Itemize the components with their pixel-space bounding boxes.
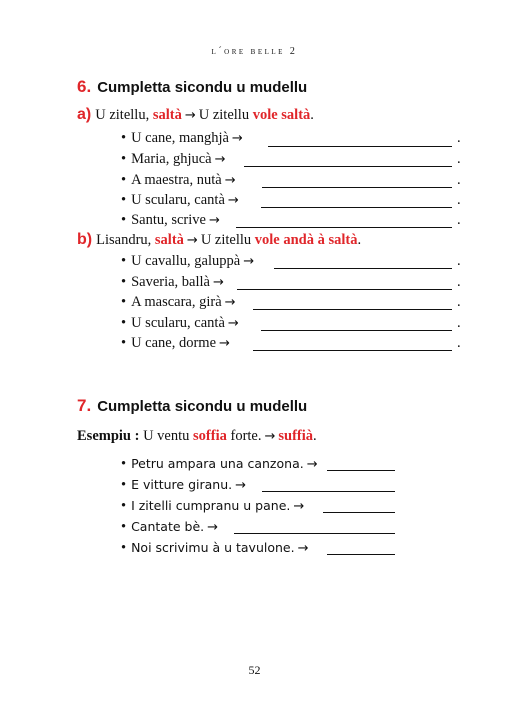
page-number: 52: [248, 663, 261, 677]
exercise-item: [121, 274, 227, 291]
bullet-icon: •: [121, 498, 127, 514]
answer-blank[interactable]: [268, 146, 452, 147]
bullet-icon: •: [121, 315, 127, 331]
arrow-icon: →: [293, 499, 305, 514]
bullet-icon: •: [121, 192, 127, 208]
bullet-icon: •: [121, 212, 127, 228]
exercise-item: [121, 498, 307, 515]
period-mark: .: [457, 315, 461, 331]
model-b-verb: saltà: [154, 232, 184, 248]
arrow-icon: →: [243, 254, 255, 269]
model-a: [77, 106, 314, 124]
exercise-item: [121, 477, 249, 494]
example-label: Esempiu :: [77, 428, 140, 444]
exercise-prompt: U cane, manghjà: [131, 130, 229, 146]
answer-blank[interactable]: [262, 187, 452, 188]
period-mark: .: [457, 274, 461, 290]
model-a-subject: U zitellu,: [95, 107, 150, 123]
exercise-item: [121, 294, 239, 311]
model-b: [77, 231, 361, 249]
exercise-item: [121, 151, 229, 168]
exercise-item: [121, 456, 321, 473]
model-b-label: b): [77, 231, 93, 248]
exercise-prompt: A maestra, nutà: [131, 172, 222, 188]
model-a-label: a): [77, 106, 92, 123]
arrow-icon: →: [264, 429, 276, 444]
exercise-item: [121, 335, 233, 352]
exercise-prompt: Saveria, ballà: [131, 274, 210, 290]
period-mark: .: [457, 130, 461, 146]
example-rest: forte.: [230, 428, 262, 444]
model-b-result: vole andà à saltà: [254, 232, 358, 248]
example-7: [77, 428, 317, 445]
model-b-subject: Lisandru,: [96, 232, 152, 248]
answer-blank[interactable]: [261, 330, 452, 331]
model-a-period: .: [310, 107, 314, 123]
period-mark: .: [457, 335, 461, 351]
arrow-icon: →: [224, 295, 236, 310]
answer-blank[interactable]: [262, 491, 395, 492]
period-mark: .: [457, 212, 461, 228]
period-mark: .: [457, 172, 461, 188]
answer-blank[interactable]: [253, 309, 452, 310]
answer-blank[interactable]: [234, 533, 395, 534]
exercise-item: [121, 172, 239, 189]
arrow-icon: →: [184, 108, 196, 123]
arrow-icon: →: [227, 316, 239, 331]
section-7-number: 7.: [77, 396, 92, 415]
section-6-title: Cumpletta sicondu u mudellu: [97, 79, 308, 96]
arrow-icon: →: [213, 275, 224, 290]
exercise-prompt: Santu, scrive: [131, 212, 206, 228]
exercise-prompt: U scularu, cantà: [131, 315, 225, 331]
exercise-prompt: E vitture giranu.: [131, 477, 233, 492]
section-6-number: 6.: [77, 77, 92, 96]
bullet-icon: •: [121, 335, 127, 351]
exercise-prompt: U cane, dorme: [131, 335, 217, 351]
bullet-icon: •: [121, 130, 127, 146]
answer-blank[interactable]: [323, 512, 395, 513]
answer-blank[interactable]: [237, 289, 452, 290]
arrow-icon: →: [297, 541, 309, 556]
period-mark: .: [457, 294, 461, 310]
answer-blank[interactable]: [253, 350, 452, 351]
model-a-result: vole saltà: [252, 107, 311, 123]
bullet-icon: •: [121, 519, 127, 535]
answer-blank[interactable]: [327, 470, 395, 471]
exercise-item: [121, 315, 242, 332]
exercise-item: [121, 540, 312, 557]
answer-blank[interactable]: [236, 227, 452, 228]
arrow-icon: →: [186, 233, 198, 248]
arrow-icon: →: [208, 213, 220, 228]
arrow-icon: →: [235, 478, 247, 493]
exercise-item: [121, 130, 246, 147]
section-7-heading: [77, 396, 307, 416]
answer-blank[interactable]: [244, 166, 452, 167]
exercise-prompt: I zitelli cumpranu u pane.: [131, 498, 291, 513]
model-b-period: .: [357, 232, 362, 248]
section-6-heading: [77, 77, 307, 97]
arrow-icon: →: [219, 336, 230, 351]
model-a-verb: saltà: [152, 107, 182, 123]
model-b-result-subject: U zitellu: [200, 232, 252, 248]
exercise-item: [121, 212, 223, 229]
model-a-result-subject: U zitellu: [198, 107, 250, 123]
answer-blank[interactable]: [261, 207, 452, 208]
bullet-icon: •: [121, 253, 127, 269]
period-mark: .: [457, 253, 461, 269]
example-subject: U ventu: [143, 428, 190, 444]
answer-blank[interactable]: [274, 268, 452, 269]
arrow-icon: →: [224, 173, 236, 188]
exercise-item: [121, 519, 221, 536]
exercise-prompt: U cavallu, galuppà: [131, 253, 241, 269]
exercise-item: [121, 253, 257, 270]
exercise-prompt: A mascara, girà: [131, 294, 222, 310]
exercise-item: [121, 192, 242, 209]
answer-blank[interactable]: [327, 554, 395, 555]
exercise-prompt: Cantate bè.: [131, 519, 205, 534]
example-verb: soffia: [193, 428, 227, 444]
bullet-icon: •: [121, 540, 127, 556]
arrow-icon: →: [306, 457, 318, 472]
running-header: l´ore belle 2: [211, 46, 298, 57]
exercise-prompt: Noi scrivimu à u tavulone.: [131, 540, 295, 555]
bullet-icon: •: [121, 172, 127, 188]
arrow-icon: →: [227, 193, 239, 208]
arrow-icon: →: [207, 520, 219, 535]
exercise-prompt: Maria, ghjucà: [131, 151, 212, 167]
arrow-icon: →: [231, 131, 243, 146]
bullet-icon: •: [121, 294, 127, 310]
period-mark: .: [457, 192, 461, 208]
period-mark: .: [457, 151, 461, 167]
exercise-prompt: U scularu, cantà: [131, 192, 225, 208]
bullet-icon: •: [121, 274, 127, 290]
example-period: .: [313, 428, 317, 444]
bullet-icon: •: [121, 456, 127, 472]
example-answer: suffià: [278, 428, 314, 444]
bullet-icon: •: [121, 477, 127, 493]
exercise-prompt: Petru ampara una canzona.: [131, 456, 304, 471]
bullet-icon: •: [121, 151, 127, 167]
section-7-title: Cumpletta sicondu u mudellu: [97, 398, 308, 415]
arrow-icon: →: [214, 152, 226, 167]
